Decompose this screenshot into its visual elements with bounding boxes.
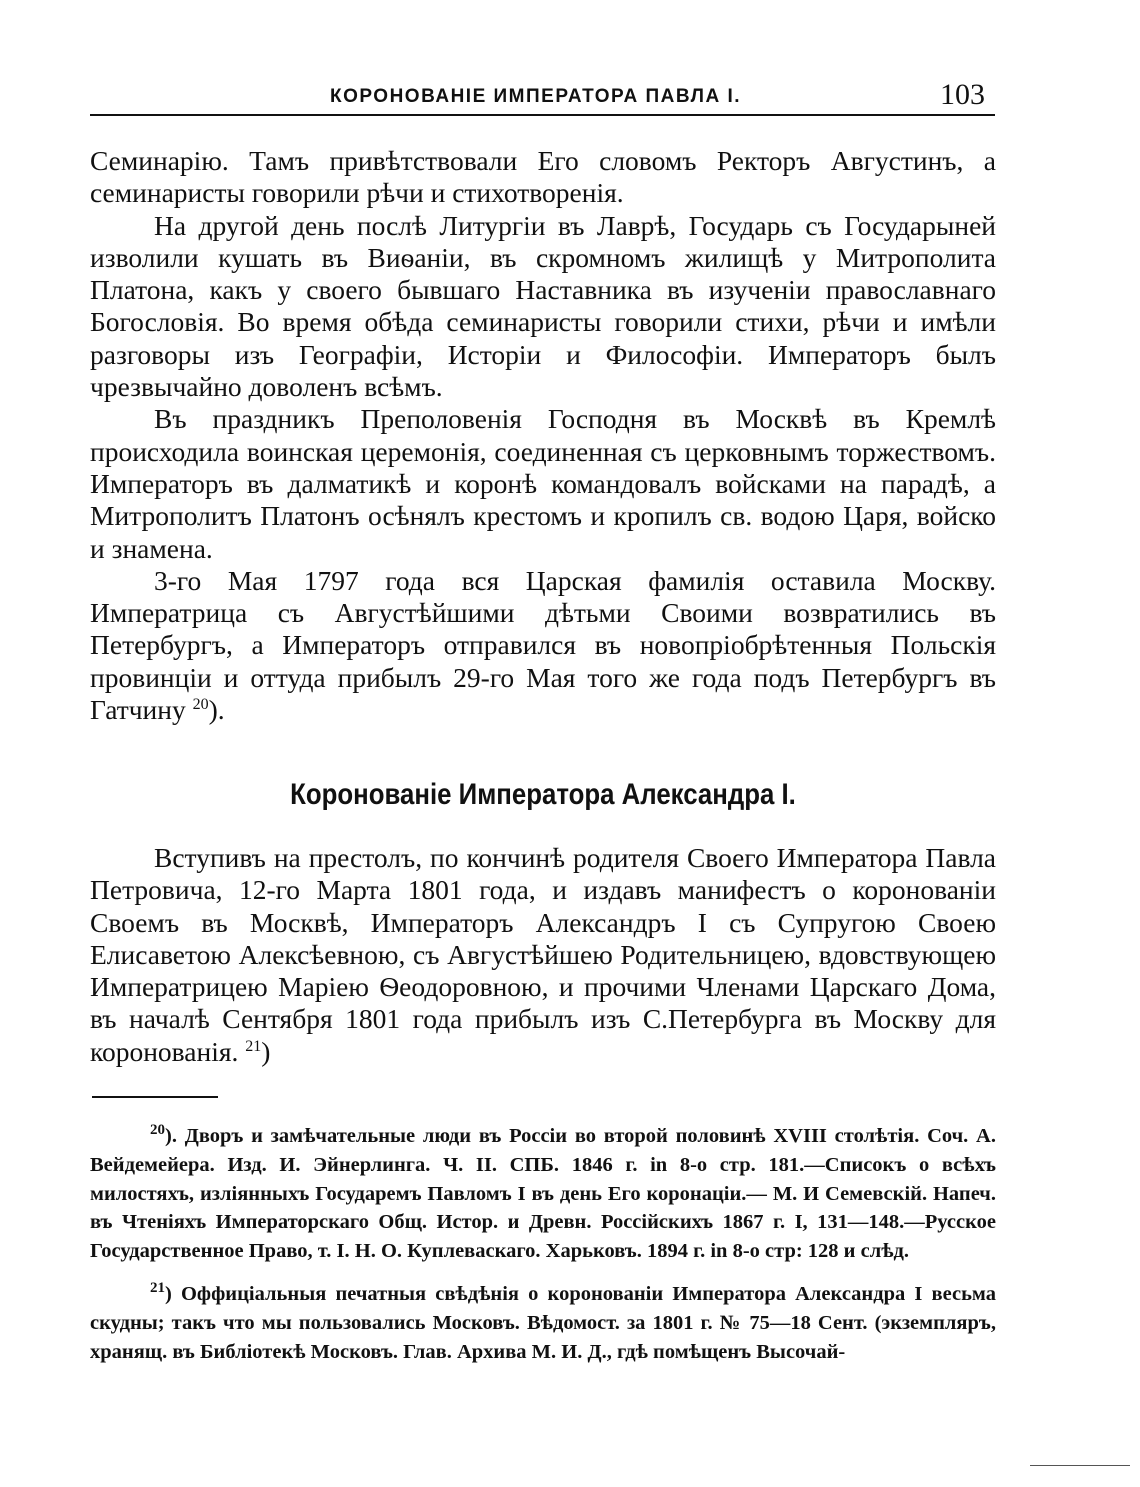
- running-title: КОРОНОВАНІЕ ИМПЕРАТОРА ПАВЛА I.: [330, 86, 742, 107]
- section-heading: Коронованіе Императора Александра I.: [290, 778, 796, 811]
- running-head: [90, 80, 995, 116]
- footnote-mark: 20: [150, 1122, 165, 1139]
- page-number: 103: [940, 78, 985, 111]
- paragraph-text: Вступивъ на престолъ, по кончинѣ родителя Своего Императора Павла Петровича, 12-го Марта 1801 года, и издавъ манифестъ о коронованіи Своемъ въ Москвѣ, Императоръ Александръ I съ Супругою Своею Елисаветою Алексѣевною, съ Августѣйшею Родительницею, вдовствующею Императрицею Маріею Ѳеодоровною, и прочими Членами Царскаго Дома, въ началѣ Сентября 1801 года прибылъ изъ С.Петербурга въ Москву для коронованія.: [90, 842, 996, 1067]
- paragraph: [90, 565, 996, 726]
- footnote-divider: [92, 1096, 218, 1098]
- paragraph: Въ праздникъ Преполовенія Господня въ Москвѣ въ Кремлѣ происходила воинская церемонія, соединенная съ церковнымъ торжествомъ. Императоръ въ далматикѣ и коронѣ командовалъ войсками на парадѣ, а Митрополитъ Платонъ осѣнялъ крестомъ и кропилъ св. водою Царя, войско и знамена.: [90, 403, 996, 564]
- footnotes: [90, 1122, 996, 1380]
- footnote-21: [90, 1280, 996, 1366]
- paragraph: На другой день послѣ Литургіи въ Лаврѣ, Государь съ Государыней изволили кушать въ Виѳаніи, въ скромномъ жилищѣ у Митрополита Платона, какъ у своего бывшаго Наставника въ изученіи православнаго Богословія. Во время обѣда семинаристы говорили стихи, рѣчи и имѣли разговоры изъ Географіи, Исторіи и Философіи. Императоръ былъ чрезвычайно доволенъ всѣмъ.: [90, 209, 996, 403]
- paragraph-text: 3-го Мая 1797 года вся Царская фамилія оставила Москву. Императрица съ Августѣйшими дѣтьми Своими возвратились въ Петербургъ, а Императоръ отправился въ новопріобрѣтенныя Польскія провинціи и оттуда прибылъ 29-го Мая того же года подъ Петербургъ въ Гатчину: [90, 564, 996, 726]
- paragraph: [90, 842, 996, 1068]
- scan-edge-line: [1030, 1465, 1130, 1466]
- section-2-text: [90, 842, 996, 1068]
- footnote-ref-21[interactable]: 21: [245, 1037, 262, 1055]
- footnote-20: [90, 1122, 996, 1266]
- footnote-mark: 21: [150, 1280, 165, 1297]
- footnote-ref-20[interactable]: 20: [192, 695, 209, 713]
- paragraph-tail: ): [261, 1035, 271, 1067]
- footnote-text: ) Оффиціальныя печатныя свѣдѣнія о коронованіи Императора Александра I весьма скудны; такъ что мы пользовались Московъ. Вѣдомост. за 1801 г. № 75—18 Сент. (экземпляръ, хранящ. въ Библіотекѣ Московъ. Глав. Архива М. И. Д., гдѣ помѣщенъ Высочай-: [90, 1282, 996, 1363]
- footnote-text: ). Дворъ и замѣчательные люди въ Россіи во второй половинѣ XVIII столѣтія. Соч. А. Вейдемейера. Изд. И. Эйнерлинга. Ч. II. СПБ. 1846 г. in 8-о стр. 181.—Списокъ о всѣхъ милостяхъ, изліянныхъ Государемъ Павломъ I въ день Его коронаціи.— М. И Семевскій. Напеч. въ Чтеніяхъ Императорскаго Общ. Истор. и Древн. Россійскихъ 1867 г. I, 131—148.—Русское Государственное Право, т. I. Н. О. Куплеваскаго. Харьковъ. 1894 г. in 8-о стр: 128 и слѣд.: [90, 1125, 996, 1263]
- paragraph-tail: ).: [208, 694, 225, 726]
- paragraph: Семинарію. Тамъ привѣтствовали Его словомъ Ректоръ Августинъ, а семинаристы говорили рѣчи и стихотворенія.: [90, 145, 996, 209]
- section-1-text: [90, 145, 996, 726]
